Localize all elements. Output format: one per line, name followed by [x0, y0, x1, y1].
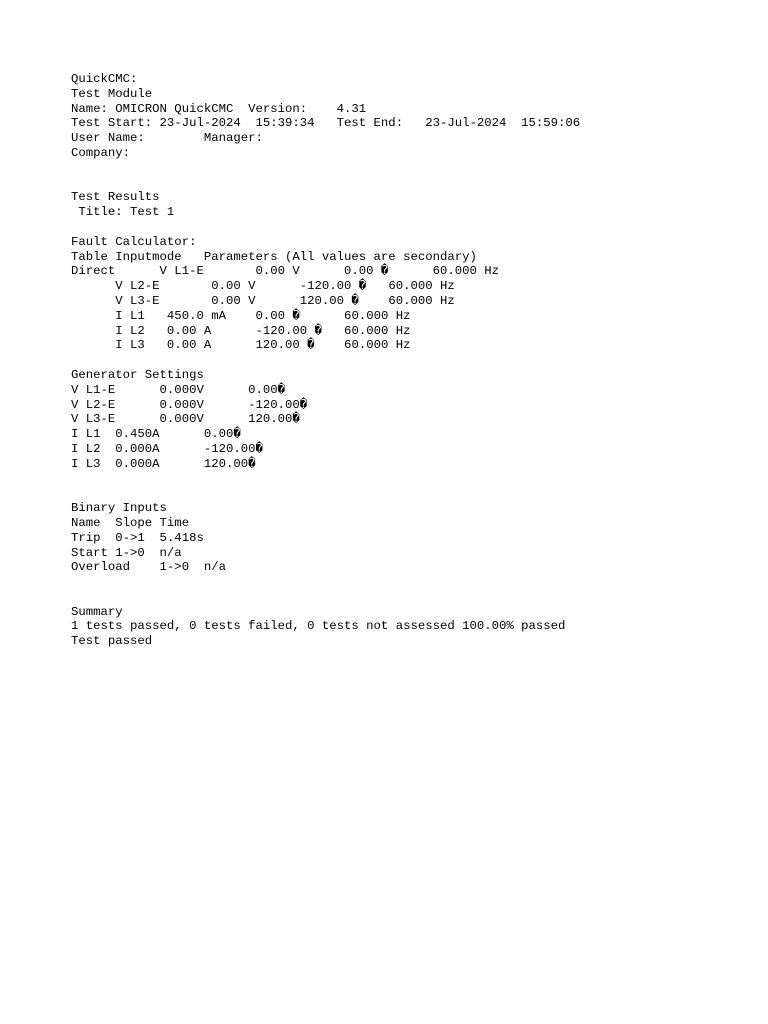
- generator-row-i-l2: I L2 0.000A -120.00�: [71, 441, 263, 456]
- blank-line: [71, 472, 751, 487]
- fault-row-v-l1: Direct V L1-E 0.00 V 0.00 � 60.000 Hz: [71, 264, 500, 279]
- generator-row-v-l3: V L3-E 0.000V 120.00�: [71, 412, 300, 427]
- binary-input-start: Start 1->0 n/a: [71, 545, 182, 560]
- blank-line: [71, 590, 751, 605]
- report-app-heading: QuickCMC:: [71, 72, 138, 86]
- fault-row-i-l1: I L1 450.0 mA 0.00 � 60.000 Hz: [71, 308, 411, 323]
- fault-row-i-l2: I L2 0.00 A -120.00 � 60.000 Hz: [71, 323, 411, 338]
- blank-line: [71, 161, 751, 176]
- fault-row-v-l3: V L3-E 0.00 V 120.00 � 60.000 Hz: [71, 293, 455, 308]
- report-document: [71, 72, 751, 649]
- blank-line: [71, 176, 751, 191]
- user-manager: User Name: Manager:: [71, 131, 263, 146]
- blank-line: [71, 486, 751, 501]
- generator-settings-heading: Generator Settings: [71, 367, 204, 382]
- blank-line: [71, 575, 751, 590]
- generator-row-i-l1: I L1 0.450A 0.00�: [71, 427, 241, 442]
- fault-calculator-heading: Fault Calculator:: [71, 234, 197, 249]
- generator-row-i-l3: I L3 0.000A 120.00�: [71, 456, 256, 471]
- blank-line: [71, 353, 751, 368]
- company: Company:: [71, 145, 131, 160]
- module-name-version: Name: OMICRON QuickCMC Version: 4.31: [71, 101, 367, 116]
- binary-inputs-header: Name Slope Time: [71, 515, 190, 530]
- test-results-heading: Test Results: [71, 190, 160, 205]
- fault-table-header: Table Inputmode Parameters (All values are secondary): [71, 249, 477, 264]
- summary-heading: Summary: [71, 604, 123, 619]
- binary-inputs-heading: Binary Inputs: [71, 501, 167, 516]
- generator-row-v-l1: V L1-E 0.000V 0.00�: [71, 382, 286, 397]
- summary-counts: 1 tests passed, 0 tests failed, 0 tests not assessed 100.00% passed: [71, 619, 566, 634]
- fault-row-i-l3: I L3 0.00 A 120.00 � 60.000 Hz: [71, 338, 411, 353]
- binary-input-overload: Overload 1->0 n/a: [71, 560, 226, 575]
- fault-row-v-l2: V L2-E 0.00 V -120.00 � 60.000 Hz: [71, 279, 455, 294]
- test-start-end: Test Start: 23-Jul-2024 15:39:34 Test End: 23-Jul-2024 15:59:06: [71, 116, 581, 131]
- generator-row-v-l2: V L2-E 0.000V -120.00�: [71, 397, 308, 412]
- test-module-heading: Test Module: [71, 86, 153, 101]
- summary-verdict: Test passed: [71, 634, 153, 649]
- blank-line: [71, 220, 751, 235]
- test-title: Title: Test 1: [71, 205, 175, 220]
- binary-input-trip: Trip 0->1 5.418s: [71, 530, 204, 545]
